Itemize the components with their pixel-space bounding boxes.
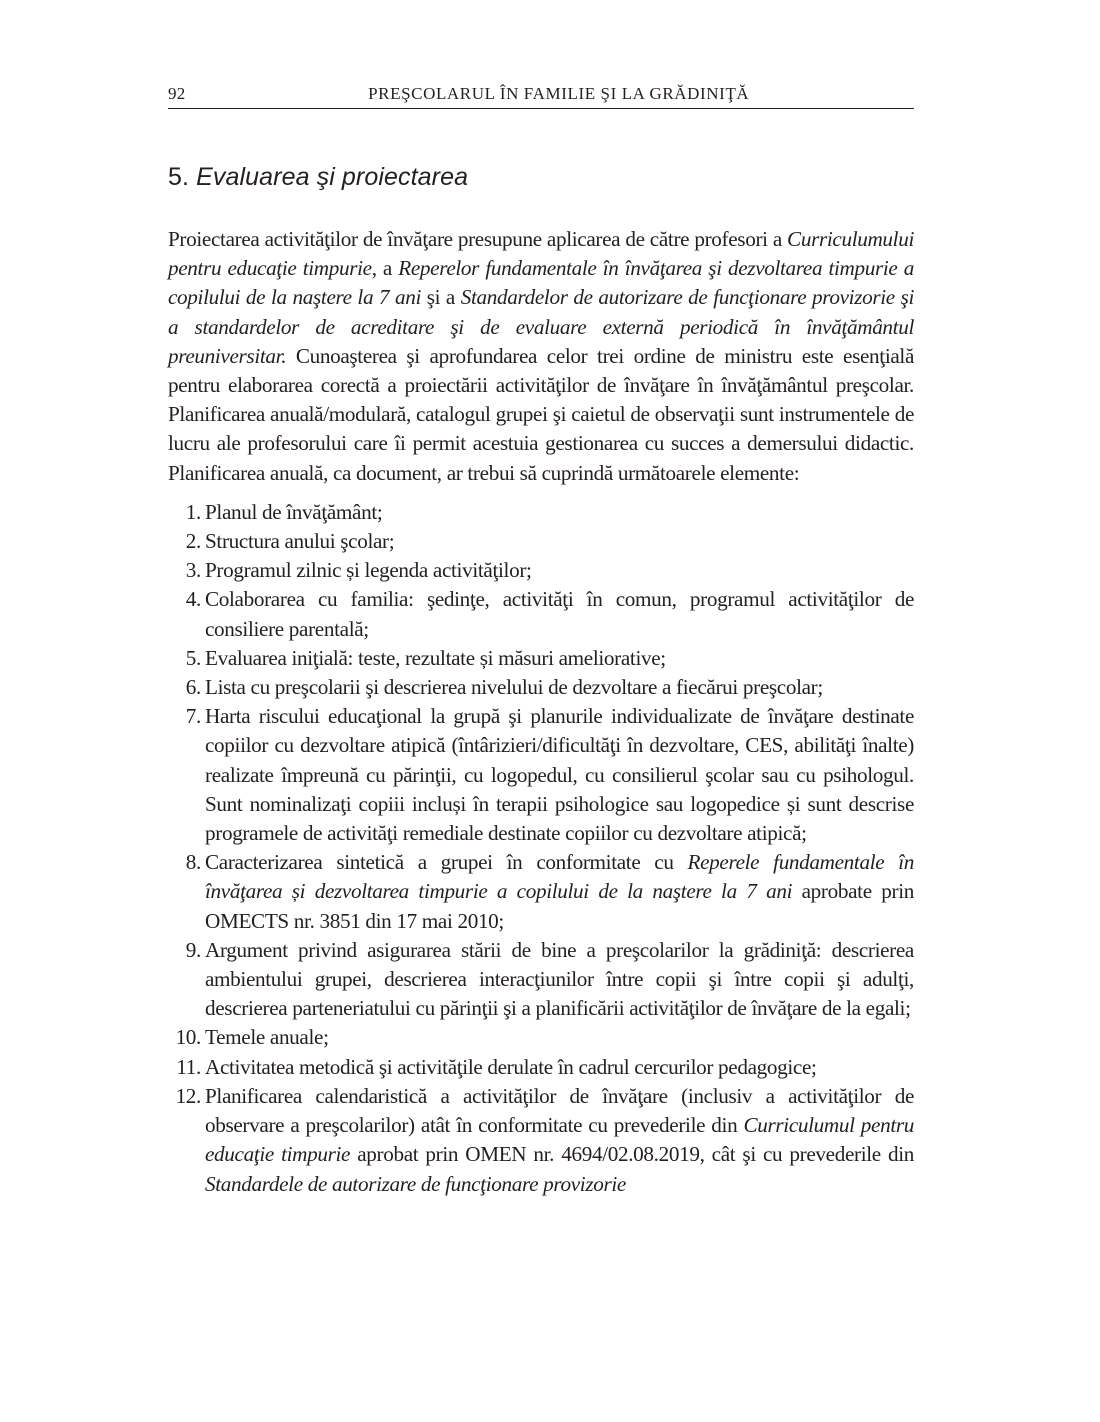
section-number: 5. <box>168 163 190 191</box>
list-item <box>168 936 914 1024</box>
running-title: PREŞCOLARUL ÎN FAMILIE ŞI LA GRĂDINIŢĂ <box>368 84 750 103</box>
text-run: aprobat prin OMEN nr. 4694/02.08.2019, cât şi cu prevederile din <box>350 1142 914 1167</box>
list-item-number: 8. <box>185 850 201 875</box>
text-run: Planificarea calendaristică a activităţilor de învăţare (inclusiv a activităţilor de observare a preşcolarilor) atât în conformitate cu prevederile din <box>205 1083 914 1138</box>
list-item-number: 9. <box>185 937 201 962</box>
list-item-number: 10. <box>175 1025 201 1050</box>
text-run: Proiectarea activităţilor de învăţare presupune aplicarea de către profesori a <box>168 227 788 251</box>
document-page <box>168 82 914 1199</box>
text-run: Argument privind asigurarea stării de bine a preşcolarilor la grădiniţă: descrierea ambientului grupei, descrierea interacţiunilor între copii şi între copii şi adulţi, descrierea parteneriatului cu părinţii şi a planificării activităţilor de învăţare de la egali; <box>205 937 914 1021</box>
list-item <box>168 848 914 936</box>
list-item <box>168 1053 914 1082</box>
list-item <box>168 556 914 585</box>
running-header <box>168 82 914 109</box>
list-item-number: 11. <box>176 1054 201 1079</box>
list-item <box>168 1023 914 1052</box>
section-heading <box>168 163 914 203</box>
italic-citation: Curriculumul pentru educaţie timpurie <box>205 1113 915 1167</box>
page-number: 92 <box>168 84 186 103</box>
intro-paragraph <box>168 225 914 488</box>
section-title: Evaluarea şi proiectarea <box>196 163 469 191</box>
text-run: Activitatea metodică şi activităţile derulate în cadrul cercurilor pedagogice; <box>205 1054 817 1079</box>
list-item <box>168 1082 914 1199</box>
text-run: Evaluarea iniţială: teste, rezultate și măsuri ameliorative; <box>205 645 666 670</box>
italic-citation: Standardelor de autorizare de funcţionare provizorie şi a standardelor de acreditare şi de evaluare externă periodică în învăţământul preuniversitar. <box>168 285 915 368</box>
text-run: Harta riscului educaţional la grupă şi planurile individualizate de învăţare destinate copiilor cu dezvoltare atipică (întârizieri/dificultăţi în dezvoltare, CES, abilităţi înalte) realizate împreună cu părinţii, cu logopedul, cu consilierul şcolar sau cu psihologul. Sunt nominalizaţi copiii incluși în terapii psihologice sau logopedice și sunt descrise programele de activităţi remediale destinate copiilor cu dezvoltare atipică; <box>205 704 914 846</box>
list-item-number: 2. <box>185 529 201 554</box>
text-run: aprobate prin OMECTS nr. 3851 din 17 mai 2010; <box>205 879 914 933</box>
list-item-number: 5. <box>185 645 201 670</box>
italic-citation: Standardele de autorizare de funcţionare provizorie <box>205 1171 626 1196</box>
italic-citation: Reperelor fundamentale în învăţarea şi dezvoltarea timpurie a copilului de la naştere la 7 ani <box>168 256 914 310</box>
text-run: şi a <box>420 285 461 310</box>
list-item <box>168 644 914 673</box>
text-run: Structura anului şcolar; <box>205 529 395 554</box>
text-run: , a <box>371 256 399 281</box>
text-run: Planul de învăţământ; <box>205 499 383 524</box>
text-run: Colaborarea cu familia: şedinţe, activităţi în comun, programul activităţilor de consiliere parentală; <box>205 587 914 641</box>
text-run: Caracterizarea sintetică a grupei în conformitate cu <box>205 850 688 875</box>
list-item <box>168 498 914 527</box>
italic-citation: Reperele fundamentale în învăţarea și dezvoltarea timpurie a copilului de la naştere la 7 ani <box>205 850 914 904</box>
list-item-number: 6. <box>185 675 201 700</box>
text-run: Temele anuale; <box>205 1025 329 1050</box>
list-item <box>168 673 914 702</box>
list-item-number: 4. <box>185 587 201 612</box>
text-run: Lista cu preşcolarii şi descrierea nivelului de dezvoltare a fiecărui preşcolar; <box>205 675 823 700</box>
elements-list <box>168 498 914 1199</box>
list-item <box>168 527 914 556</box>
list-item-number: 7. <box>185 704 201 729</box>
list-item-number: 1. <box>185 499 201 524</box>
list-item <box>168 702 914 848</box>
list-item <box>168 585 914 643</box>
list-item-number: 12. <box>175 1083 201 1108</box>
italic-citation: Curriculumului pentru educaţie timpurie <box>168 227 914 281</box>
text-run: Programul zilnic și legenda activităţilor; <box>205 558 532 583</box>
body-text <box>168 225 914 1199</box>
list-item-number: 3. <box>185 558 201 583</box>
text-run: Cunoaşterea şi aprofundarea celor trei ordine de ministru este esenţială pentru elaborarea corectă a proiectării activităţilor de învăţare în învăţământul preşcolar. Planificarea anuală/modulară, catalogul grupei şi caietul de observaţii sunt instrumentele de lucru ale profesorului care îi permit acestuia gestionarea cu succes a demersului didactic. Planificarea anuală, ca document, ar trebui să cuprindă următoarele elemente: <box>168 343 914 485</box>
